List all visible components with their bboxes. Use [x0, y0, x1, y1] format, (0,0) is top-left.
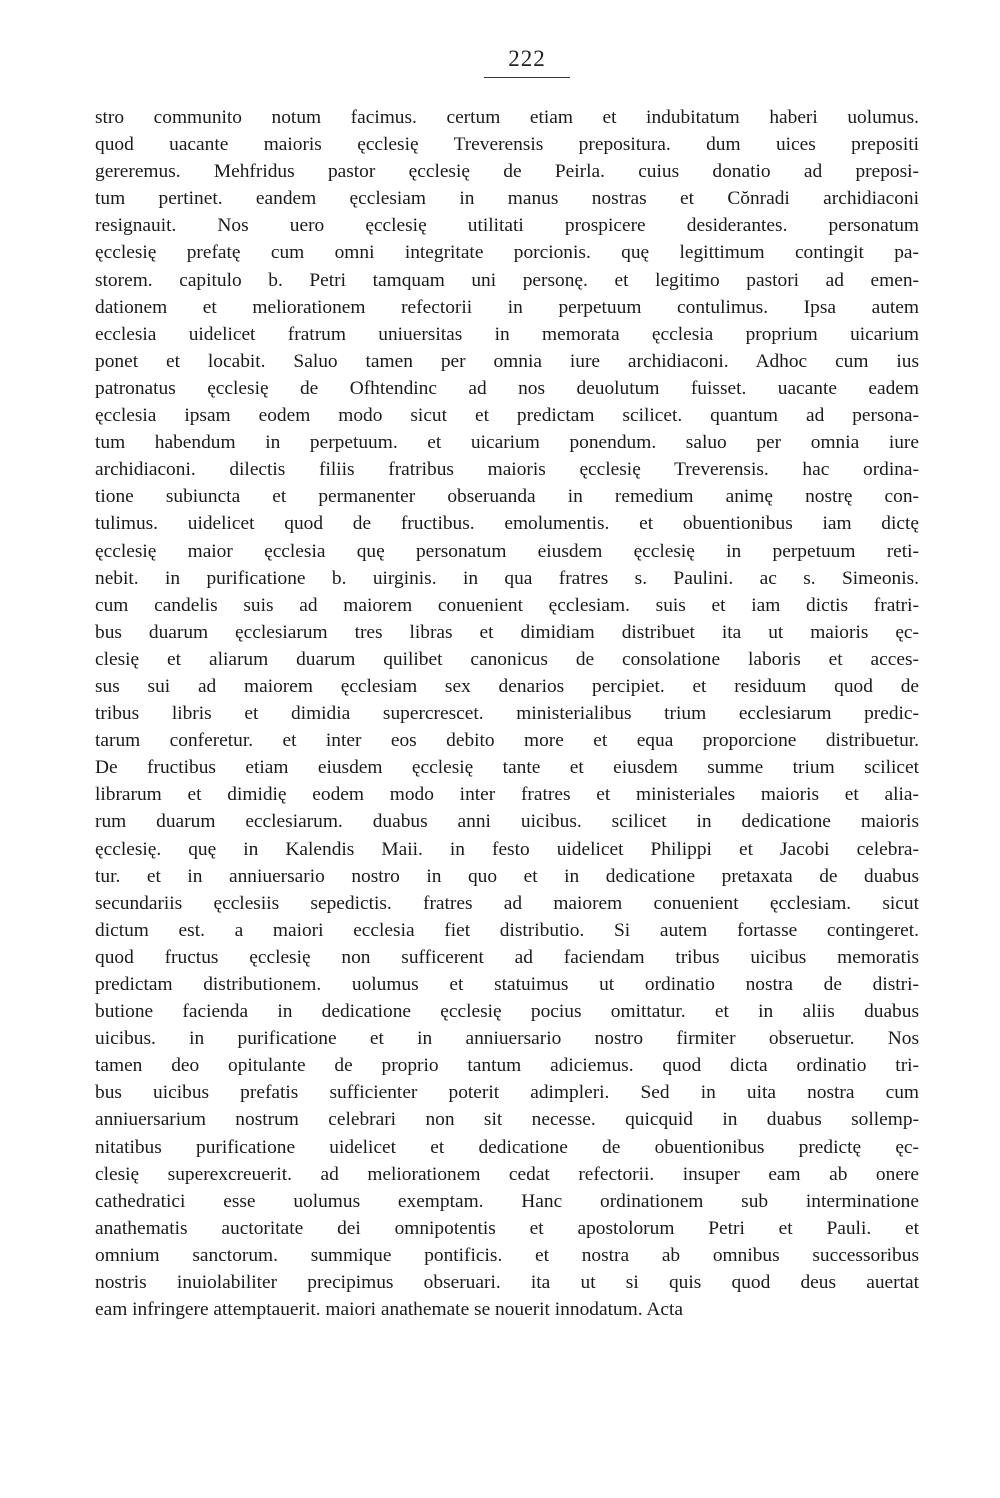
text-line: cum candelis suis ad maiorem conuenient ęcclesiam. suis et iam dictis fratri-	[95, 594, 919, 616]
text-line: nostris inuiolabiliter precipimus obseruari. ita ut si quis quod deus auertat	[95, 1272, 919, 1294]
text-line: clesię et aliarum duarum quilibet canonicus de consolatione laboris et acces-	[95, 648, 919, 670]
text-line: anniuersarium nostrum celebrari non sit necesse. quicquid in duabus sollemp-	[95, 1109, 919, 1131]
text-line: secundariis ęcclesiis sepedictis. fratres ad maiorem conuenient ęcclesiam. sicut	[95, 892, 919, 914]
text-line: ecclesia uidelicet fratrum uniuersitas in memorata ęcclesia proprium uicarium	[95, 323, 919, 345]
text-line: clesię superexcreuerit. ad meliorationem cedat refectorii. insuper eam ab onere	[95, 1163, 919, 1185]
text-line: butione facienda in dedicatione ęcclesię pocius omittatur. et in aliis duabus	[95, 1001, 919, 1023]
text-line: storem. capitulo b. Petri tamquam uni personę. et legitimo pastori ad emen-	[95, 269, 919, 291]
text-line: tum pertinet. eandem ęcclesiam in manus nostras et Cŏnradi archidiaconi	[95, 188, 919, 210]
text-line: quod uacante maioris ęcclesię Treverensis prepositura. dum uices prepositi	[95, 134, 919, 156]
text-line: ęcclesię. quę in Kalendis Maii. in festo uidelicet Philippi et Jacobi celebra-	[95, 838, 919, 860]
text-line: ęcclesię prefatę cum omni integritate porcionis. quę legittimum contingit pa-	[95, 242, 919, 264]
text-line: tarum conferetur. et inter eos debito more et equa proporcione distribuetur.	[95, 730, 919, 752]
text-line: De fructibus etiam eiusdem ęcclesię tante et eiusdem summe trium scilicet	[95, 757, 919, 779]
text-line: gereremus. Mehfridus pastor ęcclesię de Peirla. cuius donatio ad preposi-	[95, 161, 919, 183]
text-line: stro communito notum facimus. certum etiam et indubitatum haberi uolumus.	[95, 107, 919, 128]
text-line: tulimus. uidelicet quod de fructibus. emolumentis. et obuentionibus iam dictę	[95, 513, 919, 535]
body-text	[95, 104, 919, 1323]
text-line: ęcclesia ipsam eodem modo sicut et predictam scilicet. quantum ad persona-	[95, 405, 919, 427]
text-line: patronatus ęcclesię de Ofhtendinc ad nos deuolutum fuisset. uacante eadem	[95, 377, 919, 399]
text-line: tum habendum in perpetuum. et uicarium ponendum. saluo per omnia iure	[95, 432, 919, 454]
text-line: cathedratici esse uolumus exemptam. Hanc ordinationem sub interminatione	[95, 1190, 919, 1212]
text-line: eam infringere attemptauerit. maiori anathemate se nouerit innodatum. Acta	[95, 1299, 683, 1321]
text-line: tione subiuncta et permanenter obseruanda in remedium animę nostrę con-	[95, 486, 919, 508]
text-line: sus sui ad maiorem ęcclesiam sex denarios percipiet. et residuum quod de	[95, 675, 919, 697]
text-line: omnium sanctorum. summique pontificis. et nostra ab omnibus successoribus	[95, 1244, 919, 1266]
text-line: resignauit. Nos uero ęcclesię utilitati prospicere desiderantes. personatum	[95, 215, 919, 237]
text-line: tribus libris et dimidia supercrescet. ministerialibus trium ecclesiarum predic-	[95, 703, 919, 725]
text-line: uicibus. in purificatione et in anniuersario nostro firmiter obseruetur. Nos	[95, 1028, 919, 1050]
text-line: archidiaconi. dilectis filiis fratribus maioris ęcclesię Treverensis. hac ordina-	[95, 459, 919, 481]
text-line: dictum est. a maiori ecclesia fiet distributio. Si autem fortasse contingeret.	[95, 919, 919, 941]
text-line: bus uicibus prefatis sufficienter poterit adimpleri. Sed in uita nostra cum	[95, 1082, 919, 1104]
text-line: nebit. in purificatione b. uirginis. in qua fratres s. Paulini. ac s. Simeonis.	[95, 567, 919, 589]
text-line: nitatibus purificatione uidelicet et dedicatione de obuentionibus predictę ęc-	[95, 1136, 919, 1158]
text-line: tamen deo opitulante de proprio tantum adiciemus. quod dicta ordinatio tri-	[95, 1055, 919, 1077]
page-number: 222	[508, 46, 546, 71]
header-rule	[484, 77, 570, 78]
text-line: ponet et locabit. Saluo tamen per omnia iure archidiaconi. Adhoc cum ius	[95, 350, 919, 372]
text-line: ęcclesię maior ęcclesia quę personatum eiusdem ęcclesię in perpetuum reti-	[95, 540, 919, 562]
text-line: librarum et dimidię eodem modo inter fratres et ministeriales maioris et alia-	[95, 784, 919, 806]
text-line: quod fructus ęcclesię non sufficerent ad faciendam tribus uicibus memoratis	[95, 946, 919, 968]
page-header	[484, 44, 570, 78]
text-line: anathematis auctoritate dei omnipotentis et apostolorum Petri et Pauli. et	[95, 1217, 919, 1239]
text-line: predictam distributionem. uolumus et statuimus ut ordinatio nostra de distri-	[95, 974, 919, 995]
text-line: bus duarum ęcclesiarum tres libras et dimidiam distribuet ita ut maioris ęc-	[95, 621, 919, 643]
text-line: rum duarum ecclesiarum. duabus anni uicibus. scilicet in dedicatione maioris	[95, 811, 919, 833]
text-line: tur. et in anniuersario nostro in quo et in dedicatione pretaxata de duabus	[95, 865, 919, 887]
text-line: dationem et meliorationem refectorii in perpetuum contulimus. Ipsa autem	[95, 296, 919, 318]
